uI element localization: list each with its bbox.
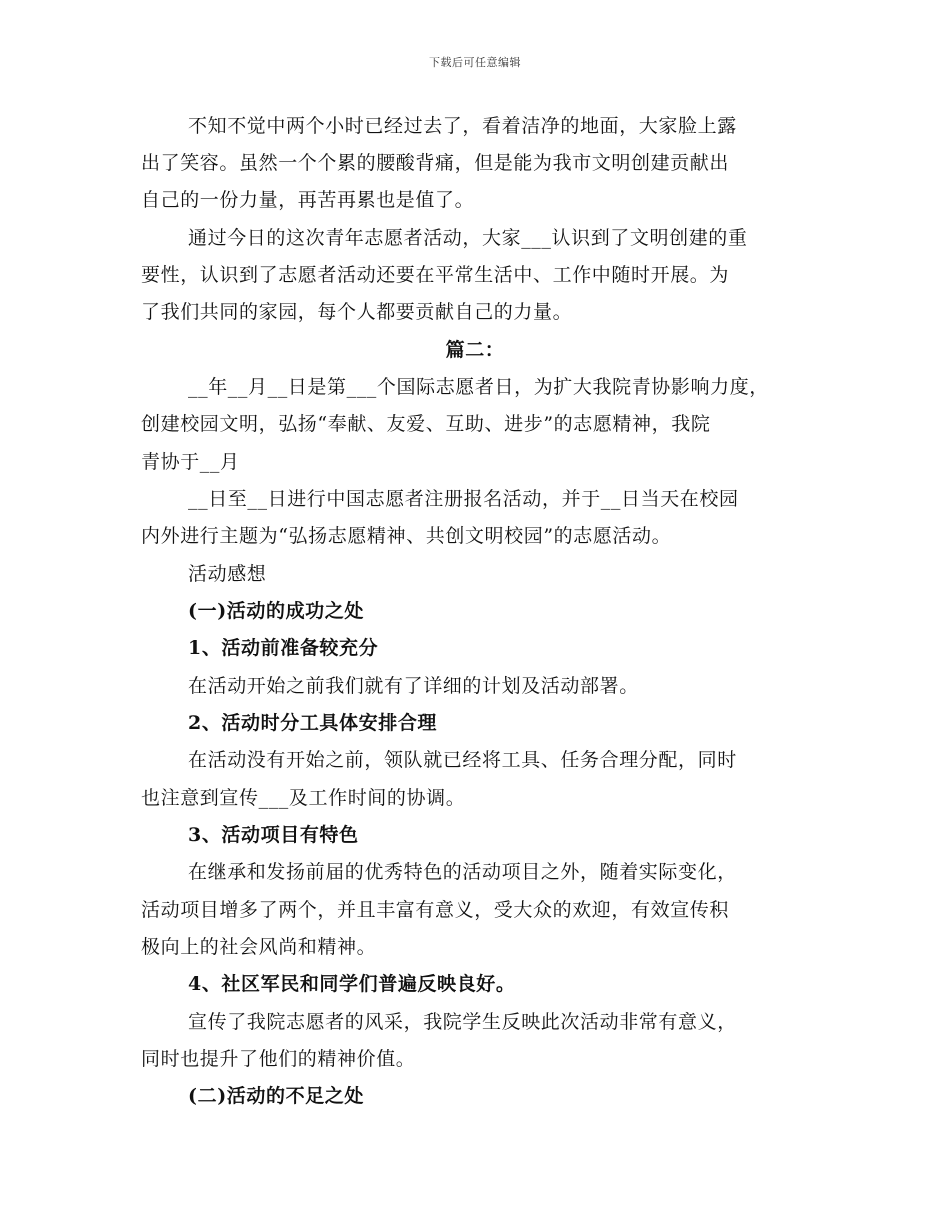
paragraph-line: 极向上的社会风尚和精神。 [141, 936, 377, 958]
paragraph-line: 青协于__月 [141, 451, 240, 473]
subheading: (二)活动的不足之处 [188, 1085, 364, 1107]
section-title: 篇二： [445, 339, 505, 361]
paragraph-line: 创建校园文明，弘扬“奉献、友爱、互助、进步”的志愿精神，我院 [141, 413, 711, 435]
paragraph-line: 在活动没有开始之前，领队就已经将工具、任务合理分配，同时 [188, 749, 737, 771]
subheading: 3、活动项目有特色 [188, 824, 359, 846]
paragraph-line: 不知不觉中两个小时已经过去了，看着洁净的地面，大家脸上露 [188, 115, 737, 137]
paragraph-line: 在活动开始之前我们就有了详细的计划及活动部署。 [188, 675, 639, 697]
subheading: 4、社区军民和同学们普遍反映良好。 [188, 973, 516, 995]
subheading: 1、活动前准备较充分 [188, 637, 379, 659]
subheading: 2、活动时分工具体安排合理 [188, 712, 438, 734]
paragraph-line: 也注意到宣传___及工作时间的协调。 [141, 787, 466, 809]
paragraph-line: 在继承和发扬前届的优秀特色的活动项目之外，随着实际变化， [188, 861, 737, 883]
paragraph-line: 内外进行主题为“弘扬志愿精神、共创文明校园”的志愿活动。 [141, 525, 672, 547]
paragraph-line: 同时也提升了他们的精神价值。 [141, 1048, 416, 1070]
paragraph-line: 了我们共同的家园，每个人都要贡献自己的力量。 [141, 301, 573, 323]
paragraph-line: __年__月__日是第___个国际志愿者日，为扩大我院青协影响力度， [188, 376, 769, 398]
subheading: (一)活动的成功之处 [188, 600, 364, 622]
paragraph-line: 自己的一份力量，再苦再累也是值了。 [141, 189, 475, 211]
paragraph-line: 出了笑容。虽然一个个累的腰酸背痛，但是能为我市文明创建贡献出 [141, 152, 730, 174]
paragraph-line: 宣传了我院志愿者的风采，我院学生反映此次活动非常有意义， [188, 1011, 737, 1033]
paragraph-line: 活动感想 [188, 563, 267, 585]
paragraph-line: __日至__日进行中国志愿者注册报名活动，并于__日当天在校园 [188, 488, 739, 510]
paragraph-line: 通过今日的这次青年志愿者活动，大家___认识到了文明创建的重 [188, 227, 748, 249]
paragraph-line: 要性，认识到了志愿者活动还要在平常生活中、工作中随时开展。为 [141, 264, 730, 286]
paragraph-line: 活动项目增多了两个，并且丰富有意义，受大众的欢迎，有效宣传积 [141, 899, 730, 921]
page-header: 下载后可任意编辑 [429, 56, 521, 69]
